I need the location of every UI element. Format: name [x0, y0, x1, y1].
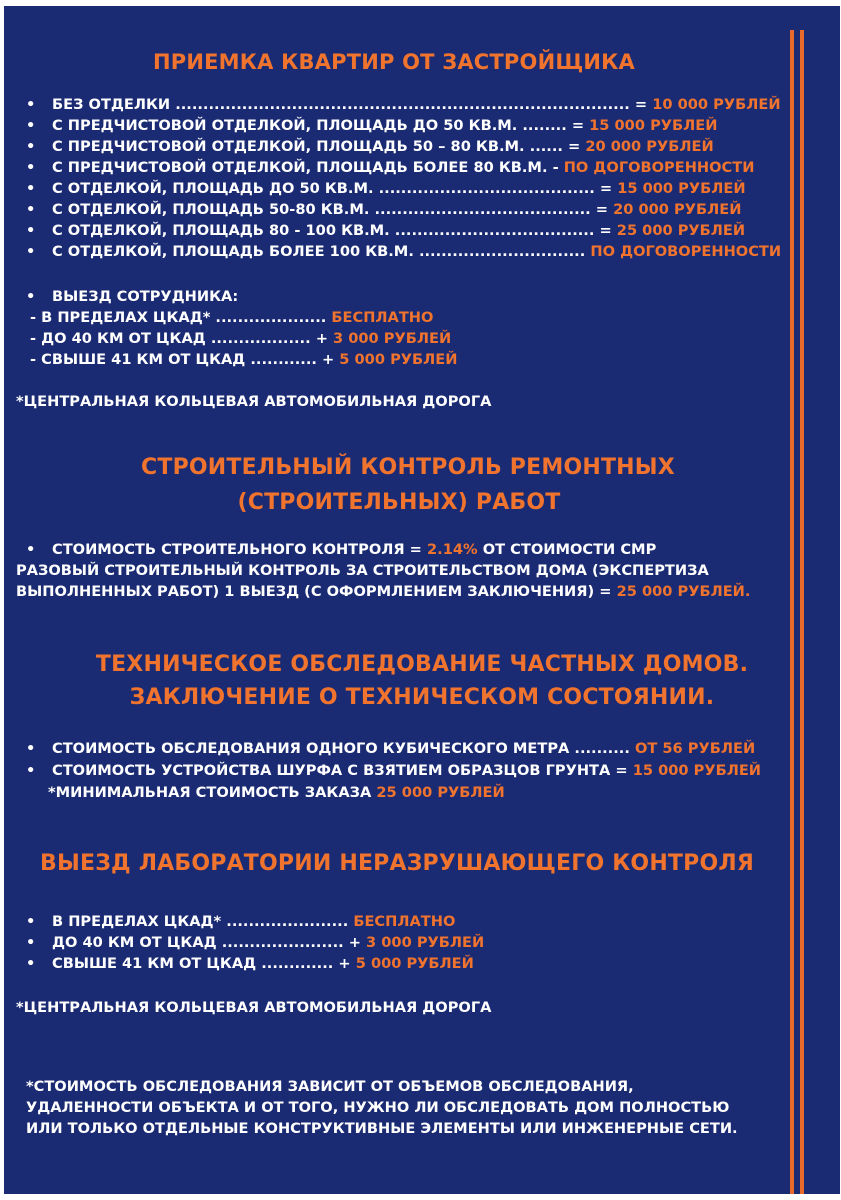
visit-row: - ДО 40 КМ ОТ ЦКАД .................. + 3 000 РУБЛЕЙ [30, 330, 452, 347]
decorative-vertical-line [790, 30, 794, 1194]
bullet-icon: • [26, 159, 36, 176]
construction-control-cost: • СТОИМОСТЬ СТРОИТЕЛЬНОГО КОНТРОЛЯ = 2.14% ОТ СТОИМОСТИ СМР [26, 541, 657, 558]
price-row: • БЕЗ ОТДЕЛКИ .................................................................................. = 10 000 РУБЛЕЙ [26, 96, 781, 113]
closing-note: *СТОИМОСТЬ ОБСЛЕДОВАНИЯ ЗАВИСИТ ОТ ОБЪЕМОВ ОБСЛЕДОВАНИЯ, УДАЛЕННОСТИ ОБЪЕКТА И ОТ ТОГО, НУЖНО ЛИ ОБСЛЕДОВАТЬ ДОМ ПОЛНОСТЬЮ ИЛИ ТОЛЬКО ОТДЕЛЬНЫЕ КОНСТРУКТИВНЫЕ ЭЛЕМЕНТЫ ИЛИ ИНЖЕНЕРНЫЕ СЕТИ. [26, 1078, 738, 1137]
minimum-order-cost: *МИНИМАЛЬНАЯ СТОИМОСТЬ ЗАКАЗА 25 000 РУБЛЕЙ [48, 784, 505, 801]
section-title-laboratory-visit: ВЫЕЗД ЛАБОРАТОРИИ НЕРАЗРУШАЮЩЕГО КОНТРОЛЯ [40, 851, 754, 876]
one-time-control-text: РАЗОВЫЙ СТРОИТЕЛЬНЫЙ КОНТРОЛЬ ЗА СТРОИТЕЛЬСТВОМ ДОМА (ЭКСПЕРТИЗА [16, 562, 709, 579]
bullet-icon: • [26, 740, 36, 757]
section-title-apartment-acceptance: ПРИЕМКА КВАРТИР ОТ ЗАСТРОЙЩИКА [153, 50, 635, 74]
bullet-icon: • [26, 762, 36, 779]
section-title-technical-inspection-line2: ЗАКЛЮЧЕНИЕ О ТЕХНИЧЕСКОМ СОСТОЯНИИ. [129, 685, 715, 710]
bullet-icon: • [26, 934, 36, 951]
lab-visit-row: • ДО 40 КМ ОТ ЦКАД ...................... + 3 000 РУБЛЕЙ [26, 934, 485, 951]
lab-visit-row: • В ПРЕДЕЛАХ ЦКАД* ...................... БЕСПЛАТНО [26, 913, 456, 930]
visit-heading: • ВЫЕЗД СОТРУДНИКА: [26, 288, 239, 305]
price-row: • С ОТДЕЛКОЙ, ПЛОЩАДЬ 50-80 КВ.М. ....................................... = 20 000 РУБЛЕЙ [26, 201, 742, 218]
price-row: • С ПРЕДЧИСТОВОЙ ОТДЕЛКОЙ, ПЛОЩАДЬ БОЛЕЕ 80 КВ.М. - ПО ДОГОВОРЕННОСТИ [26, 159, 755, 176]
section-title-technical-inspection: ТЕХНИЧЕСКОЕ ОБСЛЕДОВАНИЕ ЧАСТНЫХ ДОМОВ. [95, 652, 749, 677]
price-row: • С ОТДЕЛКОЙ, ПЛОЩАДЬ ДО 50 КВ.М. ....................................... = 15 000 РУБЛЕЙ [26, 180, 746, 197]
bullet-icon: • [26, 913, 36, 930]
inspection-price-row: • СТОИМОСТЬ УСТРОЙСТВА ШУРФА С ВЗЯТИЕМ ОБРАЗЦОВ ГРУНТА = 15 000 РУБЛЕЙ [26, 762, 762, 779]
section-title-construction-control-line2: (СТРОИТЕЛЬНЫХ) РАБОТ [237, 490, 561, 515]
price-row: • С ПРЕДЧИСТОВОЙ ОТДЕЛКОЙ, ПЛОЩАДЬ 50 – 80 КВ.М. ...... = 20 000 РУБЛЕЙ [26, 138, 714, 155]
bullet-icon: • [26, 180, 36, 197]
bullet-icon: • [26, 222, 36, 239]
price-row: • С ОТДЕЛКОЙ, ПЛОЩАДЬ БОЛЕЕ 100 КВ.М. .............................. ПО ДОГОВОРЕННОСТИ [26, 243, 782, 260]
bullet-icon: • [26, 138, 36, 155]
visit-row: - В ПРЕДЕЛАХ ЦКАД* .................... БЕСПЛАТНО [30, 309, 434, 326]
bullet-icon: • [26, 243, 36, 260]
bullet-icon: • [26, 201, 36, 218]
bullet-icon: • [26, 541, 36, 558]
bullet-icon: • [26, 955, 36, 972]
ckad-footnote: *ЦЕНТРАЛЬНАЯ КОЛЬЦЕВАЯ АВТОМОБИЛЬНАЯ ДОРОГА [16, 999, 492, 1016]
bullet-icon: • [26, 117, 36, 134]
inspection-price-row: • СТОИМОСТЬ ОБСЛЕДОВАНИЯ ОДНОГО КУБИЧЕСКОГО МЕТРА .......... ОТ 56 РУБЛЕЙ [26, 740, 756, 757]
price-row: • С ОТДЕЛКОЙ, ПЛОЩАДЬ 80 - 100 КВ.М. .................................... = 25 000 РУБЛЕЙ [26, 222, 746, 239]
section-title-construction-control: СТРОИТЕЛЬНЫЙ КОНТРОЛЬ РЕМОНТНЫХ [141, 455, 675, 480]
ckad-footnote: *ЦЕНТРАЛЬНАЯ КОЛЬЦЕВАЯ АВТОМОБИЛЬНАЯ ДОРОГА [16, 393, 492, 410]
bullet-icon: • [26, 96, 36, 113]
decorative-vertical-line [800, 30, 804, 1194]
price-row: • С ПРЕДЧИСТОВОЙ ОТДЕЛКОЙ, ПЛОЩАДЬ ДО 50 КВ.М. ........ = 15 000 РУБЛЕЙ [26, 117, 718, 134]
one-time-control-price: ВЫПОЛНЕННЫХ РАБОТ) 1 ВЫЕЗД (С ОФОРМЛЕНИЕМ ЗАКЛЮЧЕНИЯ) = 25 000 РУБЛЕЙ. [16, 583, 751, 600]
lab-visit-row: • СВЫШЕ 41 КМ ОТ ЦКАД ............. + 5 000 РУБЛЕЙ [26, 955, 474, 972]
price-poster [4, 6, 840, 1194]
visit-row: - СВЫШЕ 41 КМ ОТ ЦКАД ............ + 5 000 РУБЛЕЙ [30, 351, 458, 368]
bullet-icon: • [26, 288, 36, 305]
